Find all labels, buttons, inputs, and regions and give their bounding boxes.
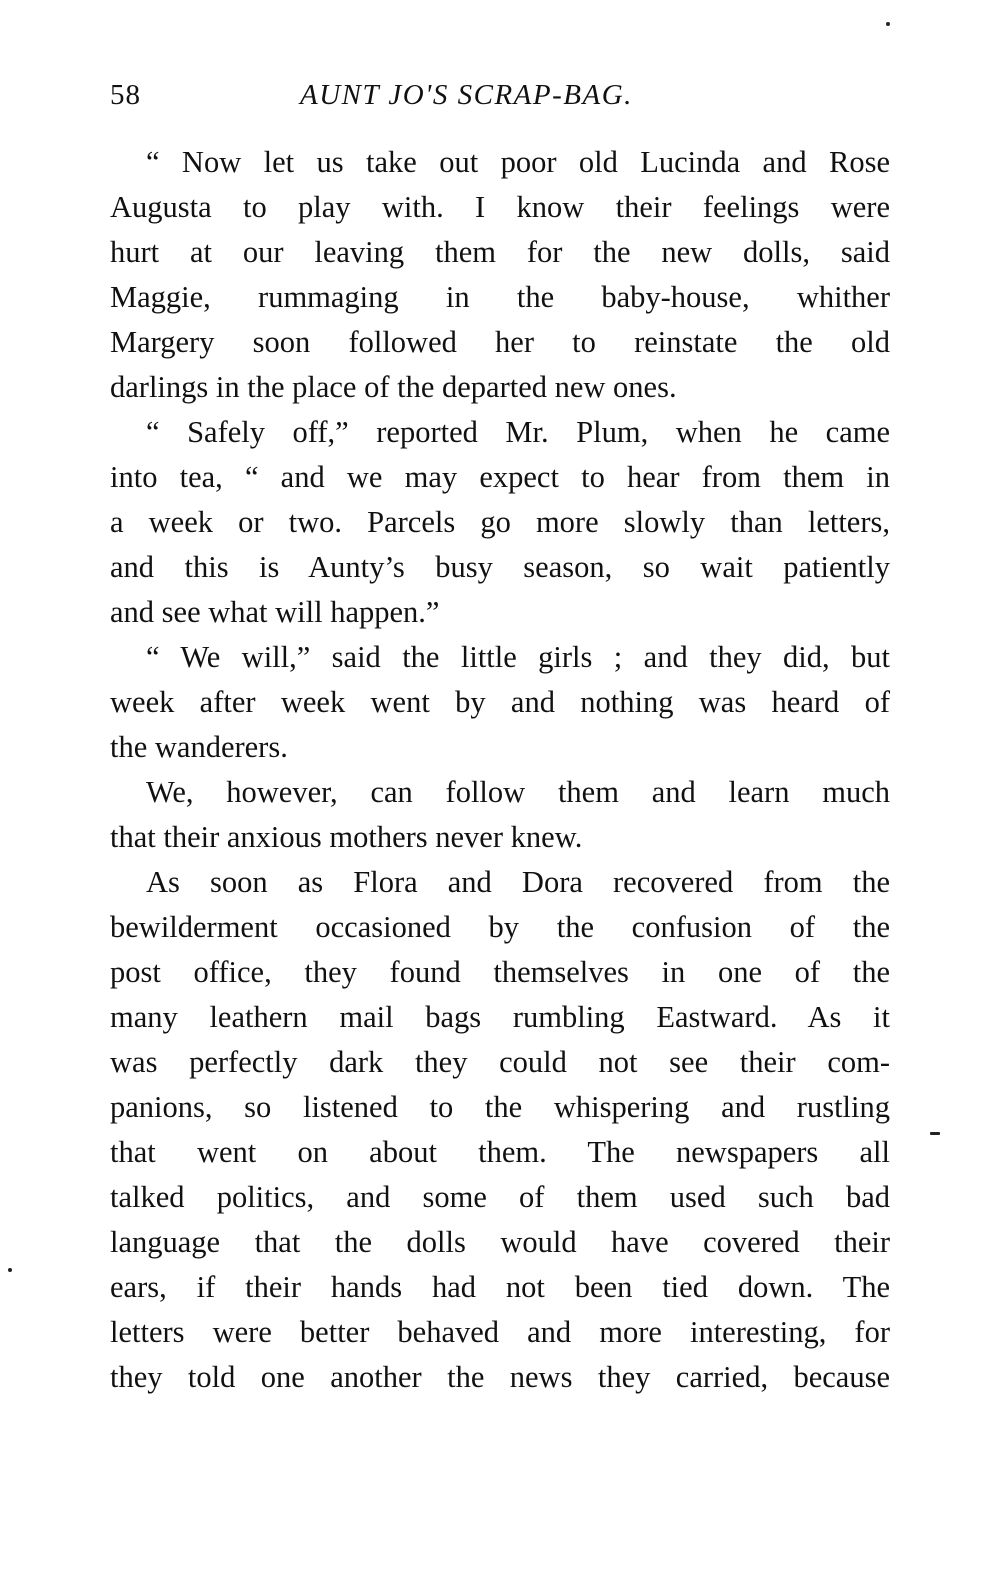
text-line: that went on about them. The newspapers all [110, 1135, 890, 1169]
scan-speck [886, 22, 890, 26]
text-line: that their anxious mothers never knew. [110, 820, 583, 854]
paragraph [110, 410, 890, 635]
text-line: Margery soon followed her to reinstate the old [110, 325, 890, 359]
text-line: the wanderers. [110, 730, 288, 764]
book-page [110, 70, 890, 1400]
body-text [110, 140, 890, 1400]
text-line: Augusta to play with. I know their feelings were [110, 190, 890, 224]
text-line: a week or two. Parcels go more slowly than letters, [110, 505, 890, 539]
text-line: letters were better behaved and more interesting, for [110, 1315, 890, 1349]
text-line: panions, so listened to the whispering and rustling [110, 1090, 890, 1124]
paragraph [110, 140, 890, 410]
paragraph [110, 860, 890, 1400]
text-line: “ Now let us take out poor old Lucinda and Rose [146, 145, 890, 179]
running-header [110, 70, 890, 120]
text-line: post office, they found themselves in one of the [110, 955, 890, 989]
text-line: they told one another the news they carried, because [110, 1360, 890, 1394]
scan-speck [8, 1268, 12, 1272]
text-line: We, however, can follow them and learn much [146, 775, 890, 809]
text-line: As soon as Flora and Dora recovered from the [146, 865, 890, 899]
text-line: week after week went by and nothing was heard of [110, 685, 890, 719]
paragraph [110, 635, 890, 770]
text-line: “ Safely off,” reported Mr. Plum, when he came [146, 415, 890, 449]
running-title: AUNT JO'S SCRAP-BAG. [300, 79, 633, 111]
text-line: Maggie, rummaging in the baby-house, whither [110, 280, 890, 314]
text-line: bewilderment occasioned by the confusion of the [110, 910, 890, 944]
text-line: language that the dolls would have covered their [110, 1225, 890, 1259]
scan-speck [930, 1132, 940, 1135]
text-line: many leathern mail bags rumbling Eastward. As it [110, 1000, 890, 1034]
text-line: ears, if their hands had not been tied down. The [110, 1270, 890, 1304]
paragraph [110, 770, 890, 860]
text-line: and this is Aunty’s busy season, so wait patiently [110, 550, 890, 584]
text-line: darlings in the place of the departed new ones. [110, 370, 677, 404]
text-line: hurt at our leaving them for the new dolls, said [110, 235, 890, 269]
text-line: talked politics, and some of them used such bad [110, 1180, 890, 1214]
page-number: 58 [110, 79, 141, 111]
text-line: was perfectly dark they could not see their com- [110, 1045, 890, 1079]
text-line: into tea, “ and we may expect to hear from them in [110, 460, 890, 494]
text-line: and see what will happen.” [110, 595, 440, 629]
text-line: “ We will,” said the little girls ; and they did, but [146, 640, 890, 674]
